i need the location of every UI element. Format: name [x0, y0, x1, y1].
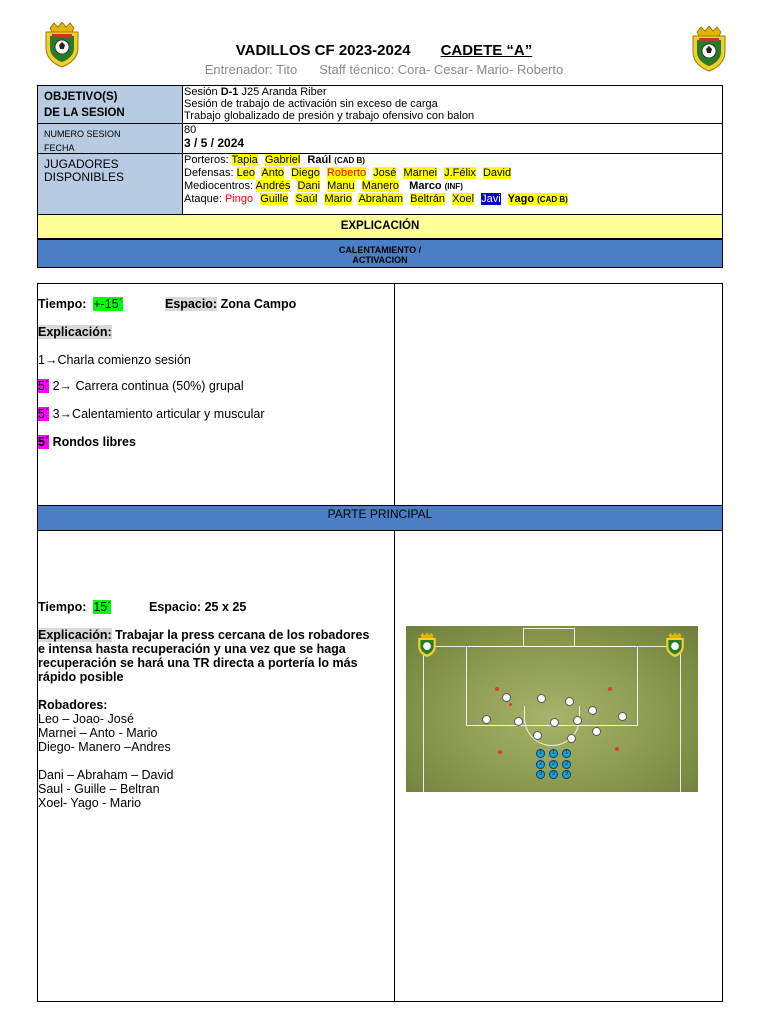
grupos-list [38, 768, 174, 810]
player-marker-blue: 3 [562, 770, 571, 779]
warmup-tiempo-value: +-15´ [93, 297, 123, 311]
player-marker-white [565, 697, 574, 706]
cone-marker [495, 687, 499, 691]
grupo-item: Dani – Abraham – David [38, 768, 174, 782]
parte-principal-heading: PARTE PRINCIPAL [327, 507, 433, 521]
jugadores-value-cell [182, 153, 723, 215]
main-espacio: Espacio: 25 x 25 [149, 600, 247, 614]
explicacion-heading: EXPLICACIÓN [340, 220, 420, 232]
warmup-step-1: 1→Charla comienzo sesión [38, 353, 191, 367]
warmup-tiempo: Tiempo: +-15´ [38, 297, 123, 311]
player-marker-blue: 2 [549, 760, 558, 769]
goal [523, 628, 575, 647]
objetivo-value-cell [182, 85, 723, 124]
warmup-text-box [37, 283, 395, 506]
club-title: VADILLOS CF 2023-2024 [235, 42, 411, 59]
grupo-item: Xoel- Yago - Mario [38, 796, 142, 810]
pitch-diagram [406, 626, 698, 792]
player-marker-white [482, 715, 491, 724]
staff-line [0, 62, 768, 77]
player-marker-white [502, 693, 511, 702]
calentamiento-bar [37, 239, 723, 268]
player-marker-blue: 2 [562, 760, 571, 769]
ball-marker [509, 703, 512, 706]
player-marker-blue: 1 [562, 749, 571, 758]
coach: Entrenador: Tito [204, 62, 298, 77]
player-marker-white [573, 716, 582, 725]
player-marker-white [537, 694, 546, 703]
player-marker-white [533, 731, 542, 740]
objetivo-label-2: DE LA SESION [44, 107, 125, 119]
defensas-row: Defensas: Leo Anto Diego Roberto José Marnei J.Félix David [184, 167, 512, 179]
objetivo-label-1: OBJETIVO(S) [44, 91, 118, 103]
document-title [0, 42, 768, 59]
pitch-crest-right [664, 632, 686, 658]
objetivo-line-1: Sesión D-1 J25 Aranda Riber [184, 86, 327, 98]
player-marker-white [592, 727, 601, 736]
pitch-crest-left [416, 632, 438, 658]
fecha-value: 3 / 5 / 2024 [184, 136, 245, 150]
warmup-step-2: 5´ 2→ Carrera continua (50%) grupal [38, 379, 244, 393]
player-marker-white [567, 734, 576, 743]
cone-marker [498, 750, 502, 754]
calentamiento-heading-2: ACTIVACION [352, 255, 408, 265]
player-marker-blue: 2 [536, 760, 545, 769]
robadores-item: Diego- Manero –Andres [38, 740, 171, 754]
calentamiento-heading-1: CALENTAMIENTO / [338, 245, 422, 255]
numero-value: 80 [184, 124, 197, 136]
numero-label: NUMERO SESION [44, 129, 121, 139]
numero-fecha-value-cell [182, 123, 723, 154]
player-marker-white [588, 706, 597, 715]
robadores-item: Marnei – Anto - Mario [38, 726, 158, 740]
objetivo-line-3: Trabajo globalizado de presión y trabajo ofensivo con balon [184, 110, 475, 122]
player-marker-blue: 3 [536, 770, 545, 779]
player-marker-blue: 3 [549, 770, 558, 779]
grupo-item: Saul - Guille – Beltran [38, 782, 160, 796]
player-marker-blue: 1 [536, 749, 545, 758]
team-name: CADETE “A” [440, 42, 533, 59]
explicacion-bar [37, 214, 723, 239]
main-tiempo-value: 15´ [93, 600, 112, 614]
warmup-step-3: 5´ 3→Calentamiento articular y muscular [38, 407, 265, 421]
player-marker-white [550, 718, 559, 727]
cone-marker [608, 687, 612, 691]
jugadores-label-2: DISPONIBLES [44, 170, 125, 184]
robadores-item: Leo – Joao- José [38, 712, 134, 726]
main-tiempo: Tiempo: 15´ [38, 600, 112, 614]
player-marker-blue: 1 [549, 749, 558, 758]
staff: Staff técnico: Cora- Cesar- Mario- Roberto [319, 62, 564, 77]
porteros-row: Porteros: Tapia Gabriel Raúl (CAD B) [184, 154, 365, 166]
medios-row: Mediocentros: Andrés Dani Manu Manero Marco (INF) [184, 180, 463, 192]
warmup-step-4: 5´ Rondos libres [38, 435, 136, 449]
player-marker-white [618, 712, 627, 721]
cone-marker [615, 747, 619, 751]
parte-principal-bar [37, 505, 723, 531]
main-explicacion: Explicación: Trabajar la press cercana de los robadores e intensa hasta recuperación y una vez que se haga recuperación se hará una TR directa a portería lo más rápido posible [38, 628, 370, 684]
player-marker-white [514, 717, 523, 726]
warmup-diagram-box [394, 283, 723, 506]
robadores-list [38, 698, 171, 754]
warmup-explicacion-label: Explicación: [38, 325, 112, 339]
ataque-row: Ataque: Pingo Guille Saúl Mario Abraham Beltrán Xoel Javi Yago (CAD B) [184, 193, 568, 205]
robadores-label: Robadores: [38, 698, 108, 712]
fecha-label: FECHA [44, 143, 75, 153]
numero-fecha-label-cell [37, 123, 183, 154]
jugadores-label-cell [37, 153, 183, 215]
jugadores-label-1: JUGADORES [44, 157, 119, 171]
objetivo-label-cell [37, 85, 183, 124]
objetivo-line-2: Sesión de trabajo de activación sin exceso de carga [184, 98, 438, 110]
warmup-espacio: Espacio: Zona Campo [165, 297, 297, 311]
